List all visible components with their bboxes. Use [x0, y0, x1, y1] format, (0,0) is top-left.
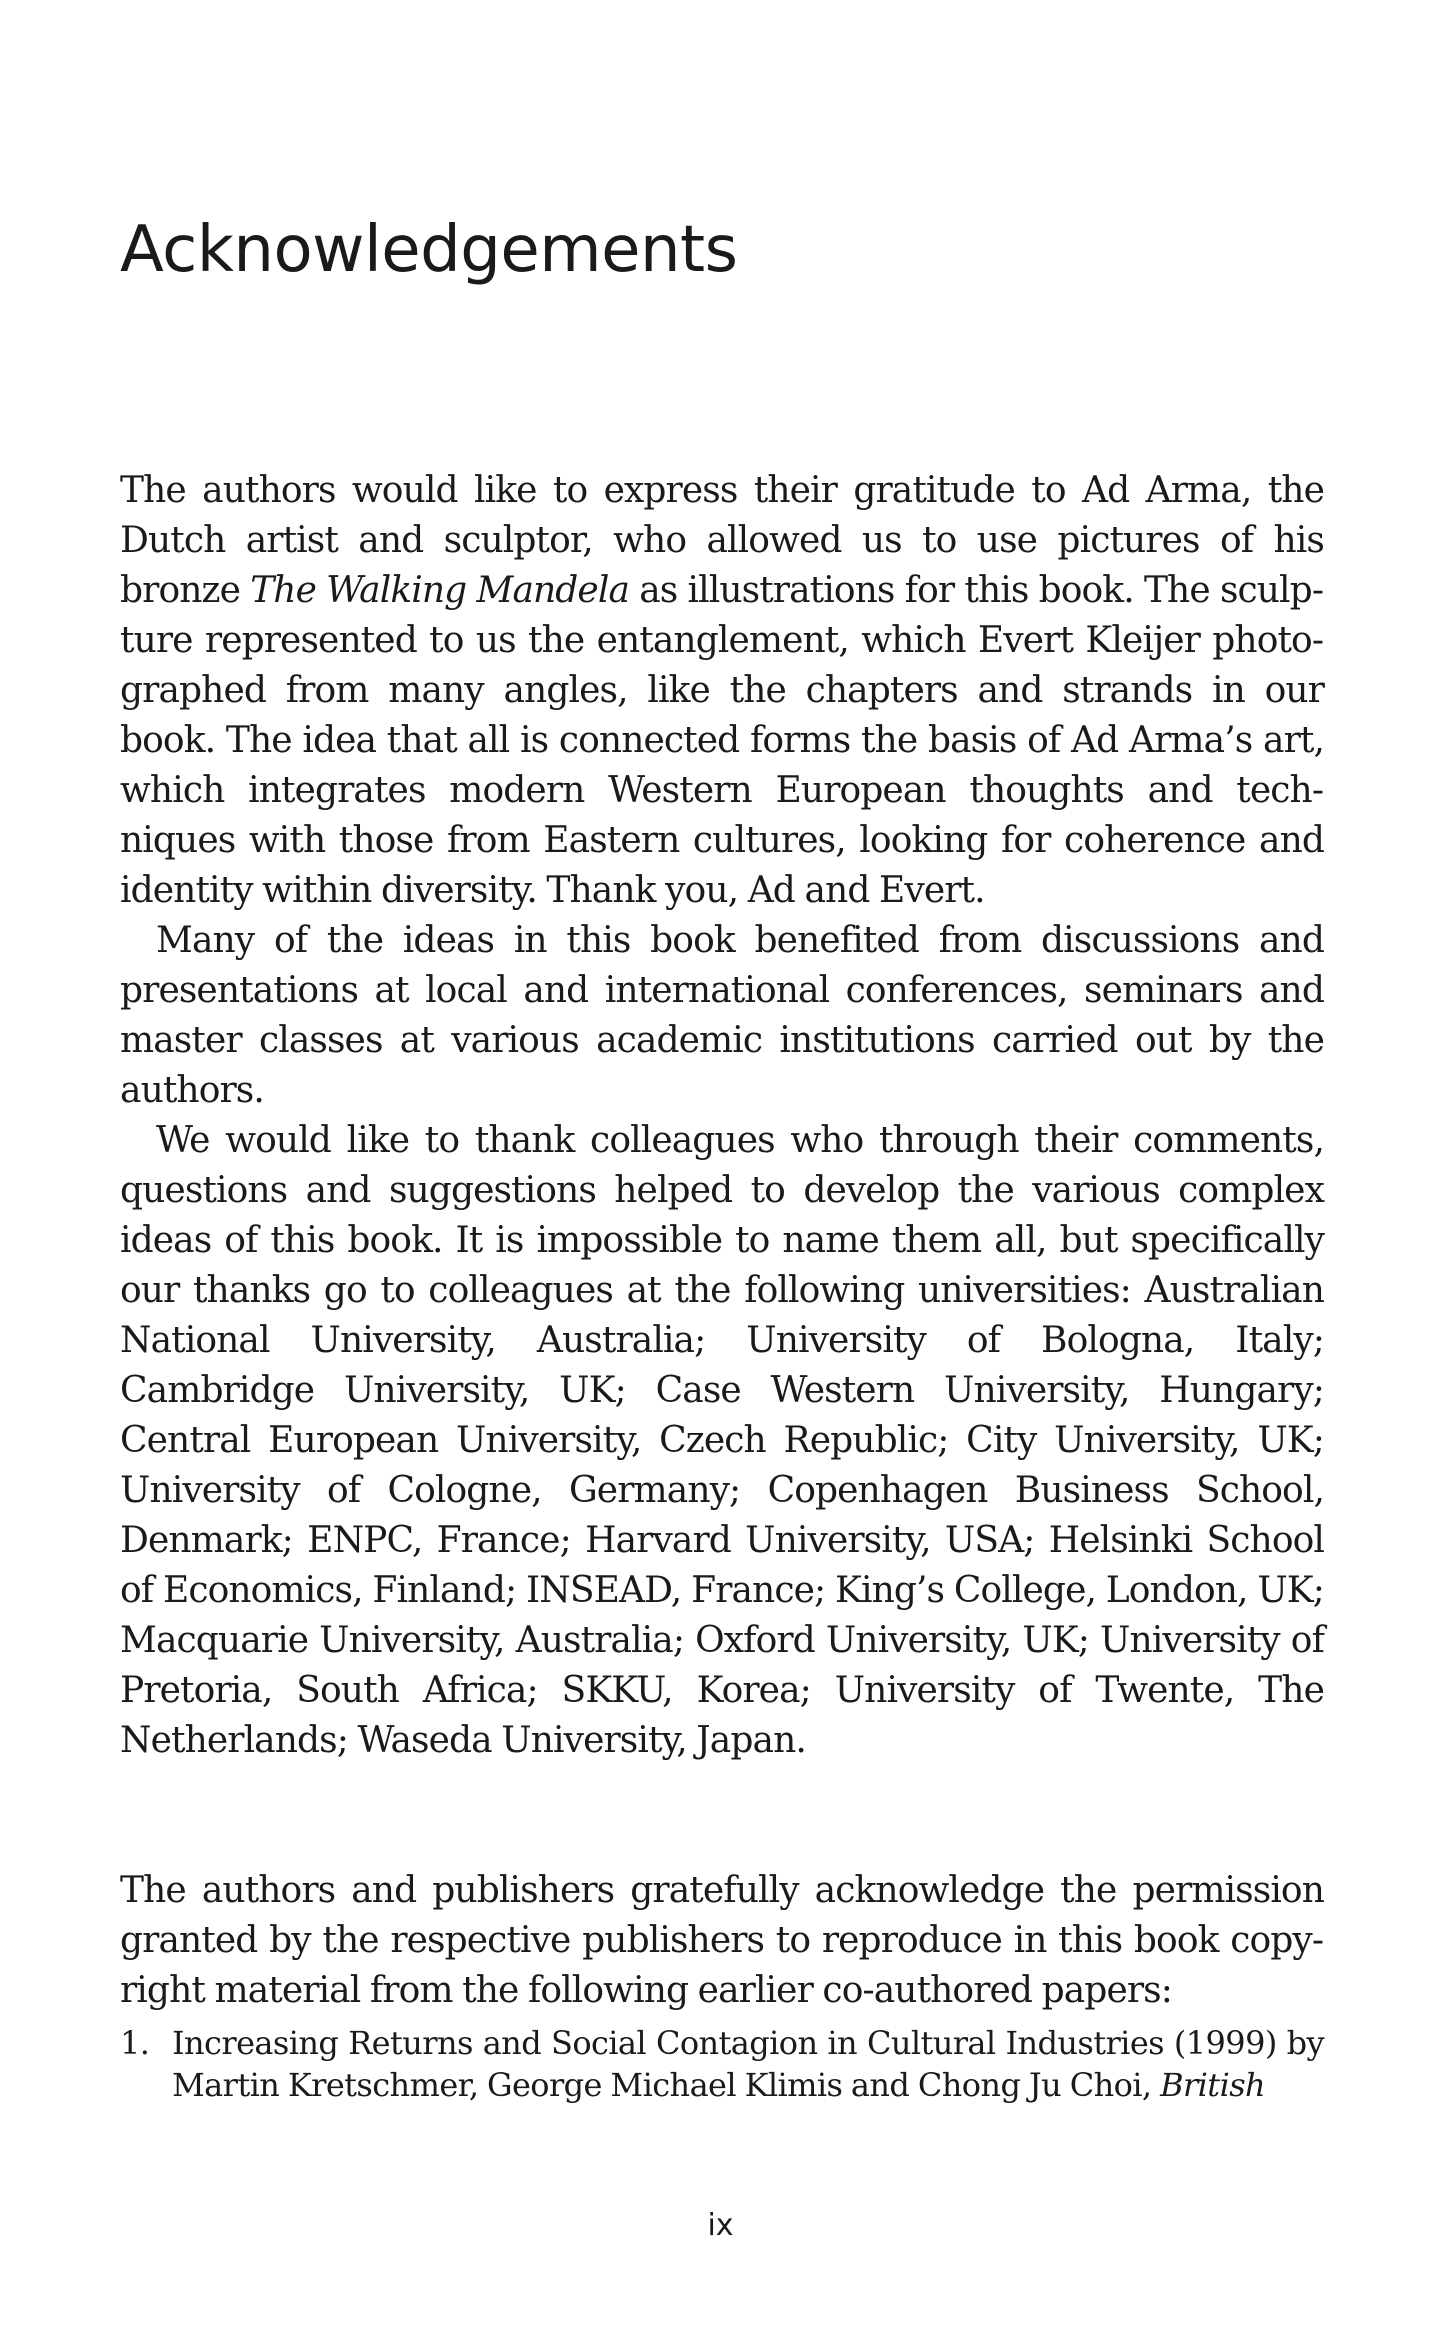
paragraph-conferences: Many of the ideas in this book benefited from discussions and presentations at local and international conferences, seminars and master classes at various academic institutions carried out by the authors. [120, 920, 1324, 1111]
page-number: ix [707, 2208, 734, 2243]
paragraph-text: as illustrations for this book. The sculpture represented to us the entanglement, which Evert Kleijer photographed from many angles, like the chapters and strands in our book. The idea that all is connected forms the basis of Ad Arma’s art, which integrates modern Western European thoughts and techniques with those from Eastern cultures, looking for coherence and identity within diversity. Thank you, Ad and Evert. [120, 570, 1324, 911]
paragraph-text: The authors would like to express their gratitude to Ad Arma, the Dutch artist and sculptor, who allowed us to use pictures of his bronze [120, 470, 1324, 611]
paper-list [120, 2022, 1324, 2106]
paragraph-permissions: The authors and publishers gratefully acknowledge the permission granted by the respective publishers to reproduce in this book copyright material from the following earlier co-authored papers: [120, 1870, 1324, 2011]
permissions-section [120, 1866, 1324, 2016]
list-item-number: 1. [120, 2024, 150, 2062]
paragraph-artist-thanks [120, 466, 1324, 916]
page-title: Acknowledgements [120, 213, 738, 287]
paragraph-universities: We would like to thank colleagues who through their comments, questions and suggestions helped to develop the various complex ideas of this book. It is impossible to name them all, but specifically our thanks go to colleagues at the following universities: Australian National University, Australia; University of Bologna, Italy; Cambridge University, UK; Case Western University, Hungary; Central European University, Czech Republic; City University, UK; University of Cologne, Germany; Copenhagen Business School, Denmark; ENPC, France; Harvard University, USA; Helsinki School of Economics, Finland; INSEAD, France; King’s College, London, UK; Macquarie University, Australia; Oxford University, UK; University of Pretoria, South Africa; SKKU, Korea; University of Twente, The Netherlands; Waseda University, Japan. [120, 1120, 1324, 1761]
citation-text: Increasing Returns and Social Contagion in Cultural Industries (1999) by Martin Kretschmer, George Michael Klimis and Chong Ju Choi, [172, 2024, 1324, 2104]
journal-title: British [1160, 2066, 1266, 2104]
acknowledgement-body [120, 466, 1324, 1766]
sculpture-title: The Walking Mandela [250, 570, 630, 611]
list-item [120, 2022, 1324, 2106]
list-item-text [172, 2022, 1324, 2106]
